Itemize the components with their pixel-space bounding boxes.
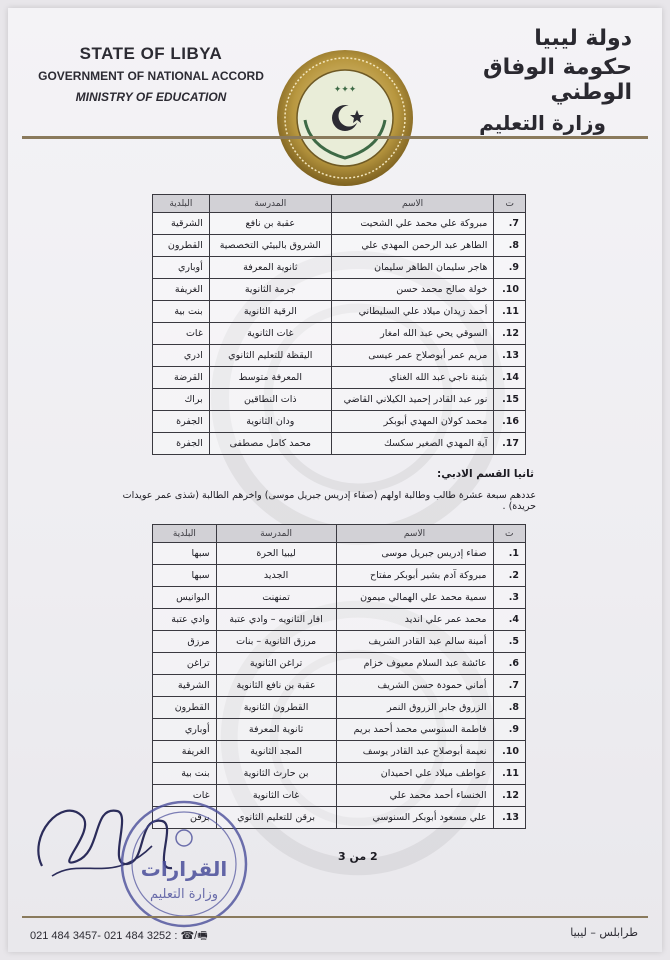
cell-school: الرقية الثانوية	[209, 301, 331, 323]
page-number: 2 من 3	[338, 850, 378, 863]
table-row	[153, 763, 526, 785]
cell-city: ادري	[153, 345, 210, 367]
table-row	[153, 631, 526, 653]
cell-city: مرزق	[153, 631, 217, 653]
cell-city: تراغن	[153, 653, 217, 675]
cell-num: 11.	[493, 763, 525, 785]
cell-name: عائشة عبد السلام معيوف خزام	[336, 653, 493, 675]
cell-city: القرضة	[153, 367, 210, 389]
col-school: المدرسة	[209, 195, 331, 213]
cell-name: خولة صالح محمد حسن	[331, 279, 494, 301]
table-row	[153, 433, 526, 455]
cell-school: المجد الثانوية	[216, 741, 336, 763]
cell-city: الجفرة	[153, 411, 210, 433]
col-school: المدرسة	[216, 525, 336, 543]
cell-num: 11.	[494, 301, 526, 323]
state-title-ar: دولة ليبيا	[534, 26, 632, 51]
cell-school: بن حارث الثانوية	[216, 763, 336, 785]
table-row	[153, 389, 526, 411]
cell-name: نعيمة أبوصلاح عبد القادر يوسف	[336, 741, 493, 763]
cell-school: الجديد	[216, 565, 336, 587]
stamp-subtext: وزارة التعليم	[149, 887, 219, 902]
cell-num: 13.	[494, 345, 526, 367]
cell-name: الطاهر عبد الرحمن المهدي علي	[331, 235, 494, 257]
cell-school: محمد كامل مصطفى	[209, 433, 331, 455]
footer-phones: 021 484 3457- 021 484 3252 : ☎/🖷	[30, 930, 208, 942]
cell-name: نور عبد القادر إحميد الكيلاني القاضي	[331, 389, 494, 411]
table-header-row	[153, 525, 526, 543]
cell-school: ليبيا الحرة	[216, 543, 336, 565]
table-row	[153, 719, 526, 741]
cell-school: برقن للتعليم الثانوي	[216, 807, 336, 829]
col-city: البلدية	[153, 525, 217, 543]
cell-school: تراغن الثانوية	[216, 653, 336, 675]
cell-city: بنت بية	[153, 301, 210, 323]
cell-school: اليقظة للتعليم الثانوي	[209, 345, 331, 367]
table-row	[153, 653, 526, 675]
cell-name: مبروكة آدم بشير أبوبكر مفتاح	[336, 565, 493, 587]
table-row	[153, 565, 526, 587]
cell-school: الشروق بالبيئي التخصصية	[209, 235, 331, 257]
footer-divider	[22, 916, 648, 918]
cell-school: غات الثانوية	[216, 785, 336, 807]
cell-city: البوانيس	[153, 587, 217, 609]
cell-city: براك	[153, 389, 210, 411]
table-row	[153, 323, 526, 345]
libya-emblem-icon	[275, 48, 415, 188]
cell-school: ذات النطاقين	[209, 389, 331, 411]
cell-name: فاطمة السنوسي محمد أحمد بريم	[336, 719, 493, 741]
cell-city: القطرون	[153, 697, 217, 719]
cell-school: تمنهنت	[216, 587, 336, 609]
col-name: الاسم	[331, 195, 494, 213]
cell-school: ودان الثانوية	[209, 411, 331, 433]
table-row	[153, 301, 526, 323]
stamp-text: القرارات	[140, 857, 228, 881]
cell-city: الغريفة	[153, 279, 210, 301]
svg-text:✦✦✦: ✦✦✦	[333, 85, 357, 95]
cell-school: المعرفة متوسط	[209, 367, 331, 389]
cell-school: افار الثانويه – وادي عتبة	[216, 609, 336, 631]
cell-city: سبها	[153, 565, 217, 587]
cell-city: غات	[153, 323, 210, 345]
section-intro: عددهم سبعة عشرة طالب وطالبة اولهم (صفاء إدريس جبريل موسى) واخرهم الطالبة (شذى عمر عويدات حريدة) .	[122, 490, 536, 512]
cell-name: بثينة ناجي عبد الله الغناي	[331, 367, 494, 389]
col-num: ت	[494, 195, 526, 213]
cell-num: 7.	[494, 213, 526, 235]
table-row	[153, 257, 526, 279]
section-title: ثانيا القسم الادبي:	[437, 468, 534, 480]
header-english	[36, 44, 266, 104]
cell-num: 5.	[493, 631, 525, 653]
cell-name: صفاء إدريس جبريل موسى	[336, 543, 493, 565]
cell-name: أماني حمودة حسن الشريف	[336, 675, 493, 697]
cell-name: سمية محمد علي الهمالي ميمون	[336, 587, 493, 609]
cell-name: مريم عمر أبوصلاح عمر عيسى	[331, 345, 494, 367]
cell-name: علي مسعود أبوبكر السنوسي	[336, 807, 493, 829]
cell-num: 7.	[493, 675, 525, 697]
table-row	[153, 587, 526, 609]
cell-school: ثانوية المعرفة	[209, 257, 331, 279]
government-title: GOVERNMENT OF NATIONAL ACCORD	[38, 69, 264, 83]
header-divider	[22, 136, 648, 139]
cell-name: السوقي يحي عبد الله امغار	[331, 323, 494, 345]
cell-num: 15.	[494, 389, 526, 411]
cell-num: 9.	[493, 719, 525, 741]
col-name: الاسم	[336, 525, 493, 543]
cell-name: الزروق جابر الزروق النمر	[336, 697, 493, 719]
cell-name: هاجر سليمان الطاهر سليمان	[331, 257, 494, 279]
cell-school: عقبة بن نافع الثانوية	[216, 675, 336, 697]
students-table-science	[152, 194, 526, 455]
cell-name: مبروكة علي محمد علي الشحيت	[331, 213, 494, 235]
cell-num: 9.	[494, 257, 526, 279]
table-row	[153, 279, 526, 301]
cell-city: سبها	[153, 543, 217, 565]
cell-city: الجفرة	[153, 433, 210, 455]
cell-city: برقن	[153, 807, 217, 829]
cell-name: محمد عمر علي انديد	[336, 609, 493, 631]
cell-num: 12.	[493, 785, 525, 807]
cell-name: محمد كولان المهدي أبوبكر	[331, 411, 494, 433]
cell-num: 8.	[493, 697, 525, 719]
cell-school: القطرون الثانوية	[216, 697, 336, 719]
cell-name: آية المهدي الصغير سكسك	[331, 433, 494, 455]
cell-num: 2.	[493, 565, 525, 587]
ministry-title-ar: وزارة التعليم	[479, 111, 606, 135]
students-table-literary	[152, 524, 526, 829]
cell-name: أحمد زيدان ميلاد علي السليطاني	[331, 301, 494, 323]
cell-num: 10.	[493, 741, 525, 763]
cell-city: القطرون	[153, 235, 210, 257]
cell-num: 13.	[493, 807, 525, 829]
table-row	[153, 213, 526, 235]
cell-city: أوباري	[153, 257, 210, 279]
cell-city: بنت بية	[153, 763, 217, 785]
cell-city: وادي عتبة	[153, 609, 217, 631]
table-row	[153, 675, 526, 697]
cell-city: الشرقية	[153, 213, 210, 235]
table-row	[153, 235, 526, 257]
cell-num: 8.	[494, 235, 526, 257]
cell-city: الغريفة	[153, 741, 217, 763]
cell-name: عواطف ميلاد علي احميدان	[336, 763, 493, 785]
document-page	[8, 8, 662, 952]
cell-num: 1.	[493, 543, 525, 565]
table-row	[153, 741, 526, 763]
table-row	[153, 367, 526, 389]
cell-school: غات الثانوية	[209, 323, 331, 345]
header-arabic	[422, 26, 632, 135]
cell-school: مرزق الثانوية – بنات	[216, 631, 336, 653]
cell-city: غات	[153, 785, 217, 807]
government-title-ar: حكومة الوفاق الوطني	[483, 55, 632, 105]
state-title: STATE OF LIBYA	[79, 44, 223, 63]
table-row	[153, 543, 526, 565]
official-stamp-icon	[118, 798, 250, 930]
table-header-row	[153, 195, 526, 213]
table-row	[153, 609, 526, 631]
footer-city: طرابلس – ليبيا	[570, 926, 638, 939]
table-row	[153, 411, 526, 433]
cell-city: أوباري	[153, 719, 217, 741]
cell-num: 12.	[494, 323, 526, 345]
cell-name: الخنساء أحمد محمد علي	[336, 785, 493, 807]
table-row	[153, 697, 526, 719]
cell-school: ثانوية المعرفة	[216, 719, 336, 741]
cell-school: عقبة بن نافع	[209, 213, 331, 235]
cell-num: 6.	[493, 653, 525, 675]
cell-num: 17.	[494, 433, 526, 455]
col-city: البلدية	[153, 195, 210, 213]
cell-name: أمينة سالم عبد القادر الشريف	[336, 631, 493, 653]
table-row	[153, 345, 526, 367]
cell-school: جرمة الثانوية	[209, 279, 331, 301]
cell-num: 3.	[493, 587, 525, 609]
cell-num: 4.	[493, 609, 525, 631]
cell-num: 10.	[494, 279, 526, 301]
cell-city: الشرقية	[153, 675, 217, 697]
ministry-title: MINISTRY OF EDUCATION	[75, 90, 227, 104]
col-num: ت	[493, 525, 525, 543]
cell-num: 14.	[494, 367, 526, 389]
cell-num: 16.	[494, 411, 526, 433]
